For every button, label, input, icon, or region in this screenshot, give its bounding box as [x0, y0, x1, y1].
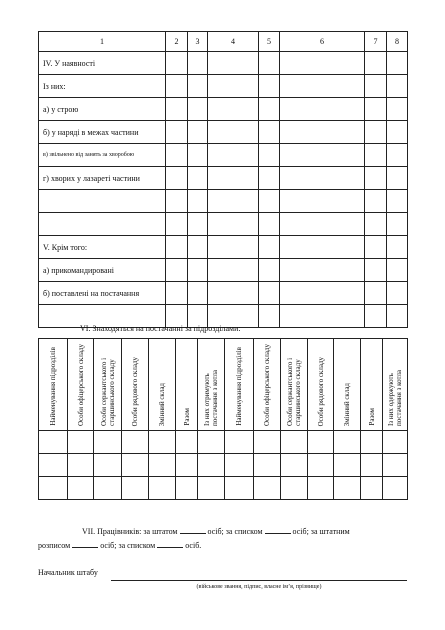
table-row: [39, 477, 408, 500]
table-row: [39, 75, 408, 98]
signature-line: [111, 580, 407, 581]
column-number: 6: [280, 32, 365, 52]
supply-by-unit-table: [38, 338, 408, 500]
row-label: [39, 213, 166, 236]
row-label: а) у строю: [39, 98, 166, 121]
table-row: [39, 190, 408, 213]
row-label: г) хворих у лазареті частини: [39, 167, 166, 190]
table-row: [39, 98, 408, 121]
table-row: [39, 52, 408, 75]
table-row: [39, 454, 408, 477]
table-row: [39, 167, 408, 190]
column-number: 2: [166, 32, 188, 52]
table-row: [39, 213, 408, 236]
column-header: Найменування підрозділів: [225, 339, 254, 431]
column-header: Разом: [361, 339, 383, 431]
table-row: [39, 431, 408, 454]
column-number: 7: [365, 32, 387, 52]
row-label: V. Крім того:: [39, 236, 166, 259]
column-header: Змінний склад: [334, 339, 361, 431]
row-label: IV. У наявності: [39, 52, 166, 75]
by-list-label-2: осіб; за списком: [100, 540, 156, 550]
chief-of-staff-label: Начальник штабу: [38, 568, 98, 577]
row-label: б) у наряді в межах частини: [39, 121, 166, 144]
by-staff-schedule-label: осіб; за штатним: [292, 527, 350, 536]
table-row: [39, 259, 408, 282]
column-number: 3: [188, 32, 208, 52]
column-header: Особи сержантського і старшинського складу: [281, 339, 308, 431]
schedule-label: розписом: [38, 540, 71, 550]
column-header: Разом: [176, 339, 198, 431]
blank-field: [72, 539, 98, 548]
column-header: Найменування підрозділів: [39, 339, 68, 431]
column-number: 1: [39, 32, 166, 52]
column-header: Особи рядового складу: [308, 339, 334, 431]
column-header: Особи офіцерського складу: [254, 339, 281, 431]
column-header: Особи офіцерського складу: [68, 339, 94, 431]
row-label: в) звільнено від занять за хворобою: [39, 144, 166, 167]
blank-field: [180, 525, 206, 534]
row-label: а) прикомандировані: [39, 259, 166, 282]
table-header-row: [39, 32, 408, 52]
vertical-header-row: [39, 339, 408, 431]
by-list-label: осіб; за списком: [207, 527, 263, 536]
column-number: 8: [387, 32, 408, 52]
table-row: [39, 282, 408, 305]
personnel-table: [38, 31, 408, 328]
table-row: [39, 121, 408, 144]
personnel-count-text: [38, 525, 407, 552]
table-row: [39, 144, 408, 167]
blank-field: [157, 539, 183, 548]
column-header: Із них отримують постачання з котла: [198, 339, 225, 431]
column-header: Особи рядового складу: [122, 339, 149, 431]
column-number: 4: [208, 32, 259, 52]
column-number: 5: [259, 32, 280, 52]
workers-by-staff-label: VII. Працівників: за штатом: [82, 527, 178, 536]
column-header: Змінний склад: [149, 339, 176, 431]
signature-caption: (військове звання, підпис, власне ім’я, прізвище): [196, 584, 322, 590]
column-header: Особи сержантського і старшинського складу: [94, 339, 122, 431]
persons-label: осіб.: [185, 540, 202, 550]
row-label: Із них:: [39, 75, 166, 98]
row-label: [39, 190, 166, 213]
column-header: Із них одержують постачання з котла: [383, 339, 408, 431]
table-row: [39, 236, 408, 259]
row-label: б) поставлені на постачання: [39, 282, 166, 305]
blank-field: [265, 525, 291, 534]
section6-title: VI. Знаходяться на постачанні за підрозділами:: [80, 324, 241, 333]
